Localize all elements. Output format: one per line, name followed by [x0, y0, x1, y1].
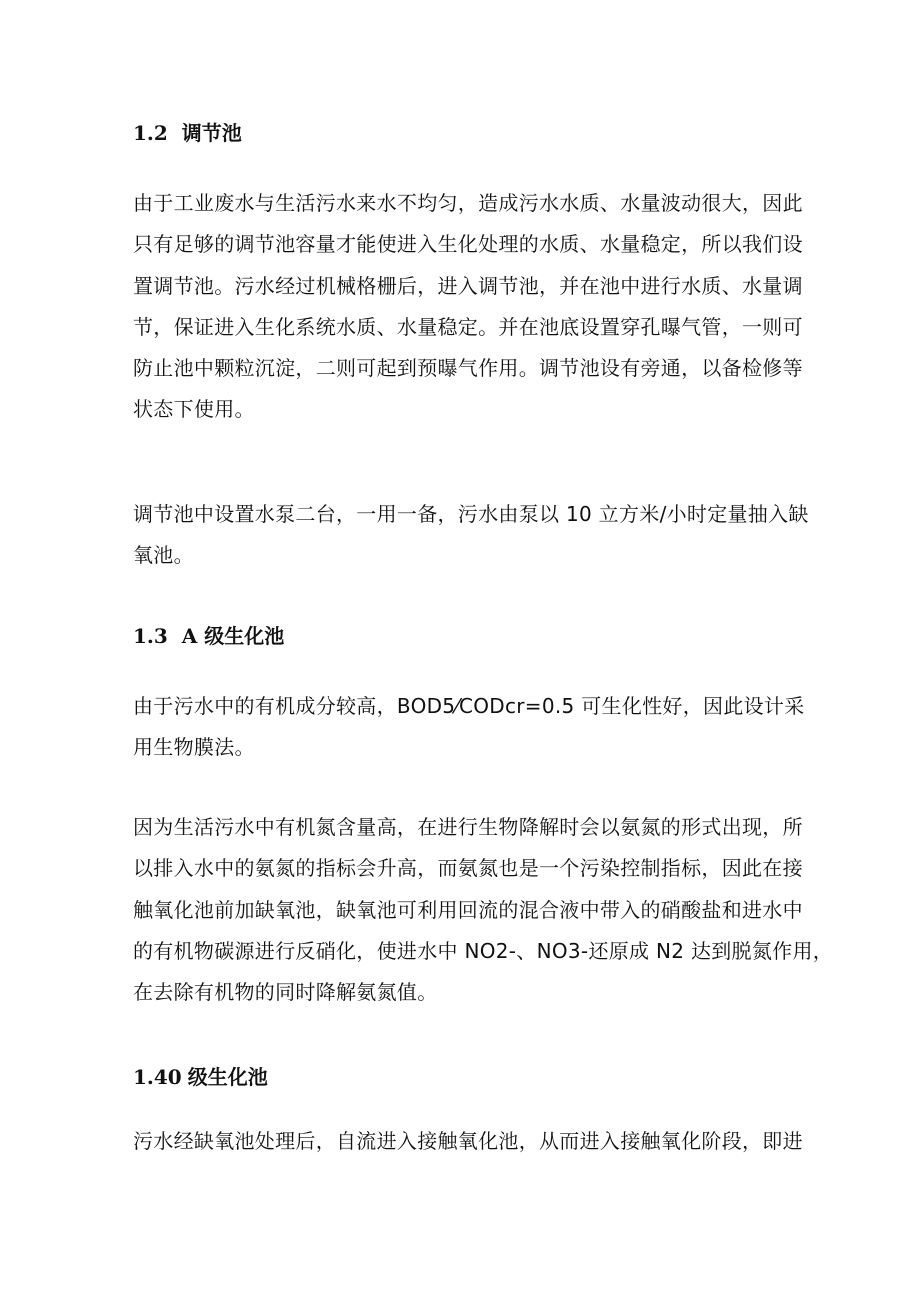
- text-line: 只有足够的调节池容量才能使进入生化处理的水质、水量稳定，所以我们设: [133, 232, 803, 257]
- section-heading-1-2: [133, 119, 242, 147]
- section-title: 调节池: [181, 121, 242, 145]
- text-line: 氧池。: [133, 543, 194, 568]
- paragraph-contact-oxidation: [133, 1121, 803, 1162]
- text-line: 污水经缺氧池处理后，自流进入接触氧化池，从而进入接触氧化阶段，即进: [133, 1129, 803, 1153]
- section-number: 1.3: [133, 624, 168, 648]
- paragraph-denitrification: [133, 807, 834, 1013]
- text-line: 状态下使用。: [133, 397, 255, 422]
- text-line: 调节池中设置水泵二台，一用一备，污水由泵以 10 立方米/小时定量抽入缺: [133, 502, 809, 526]
- text-line: 防止池中颗粒沉淀，二则可起到预曝气作用。调节池设有旁通，以备检修等: [133, 356, 803, 381]
- text-line: 因为生活污水中有机氮含量高，在进行生物降解时会以氨氮的形式出现，所: [133, 815, 803, 839]
- text-line: 以排入水中的氨氮的指标会升高，而氨氮也是一个污染控制指标，因此在接: [133, 856, 803, 881]
- text-line: 由于工业废水与生活污水来水不均匀，造成污水水质、水量波动很大，因此: [133, 191, 803, 215]
- section-title: 级生化池: [187, 1065, 268, 1089]
- text-line: 的有机物碳源进行反硝化，使进水中 NO2-、NO3-还原成 N2 达到脱氮作用，: [133, 938, 834, 963]
- paragraph-regulating-tank-purpose: [133, 183, 803, 431]
- section-number: 1.40: [133, 1065, 182, 1089]
- section-title: A 级生化池: [181, 624, 285, 648]
- text-line: 用生物膜法。: [133, 735, 255, 760]
- text-line: 触氧化池前加缺氧池，缺氧池可利用回流的混合液中带入的硝酸盐和进水中: [133, 897, 803, 922]
- text-line: 节，保证进入生化系统水质、水量稳定。并在池底设置穿孔曝气管，一则可: [133, 314, 803, 339]
- text-line: 置调节池。污水经过机械格栅后，进入调节池，并在池中进行水质、水量调: [133, 273, 803, 298]
- text-line: 在去除有机物的同时降解氨氮值。: [133, 980, 438, 1005]
- paragraph-pump-setup: [133, 494, 809, 577]
- section-heading-1-4: [133, 1063, 268, 1091]
- text-line: 由于污水中的有机成分较高，BOD5⁄CODcr=0.5 可生化性好，因此设计采: [133, 694, 805, 718]
- section-heading-1-3: [133, 622, 284, 650]
- paragraph-biofilm-method: [133, 686, 805, 769]
- section-number: 1.2: [133, 121, 168, 145]
